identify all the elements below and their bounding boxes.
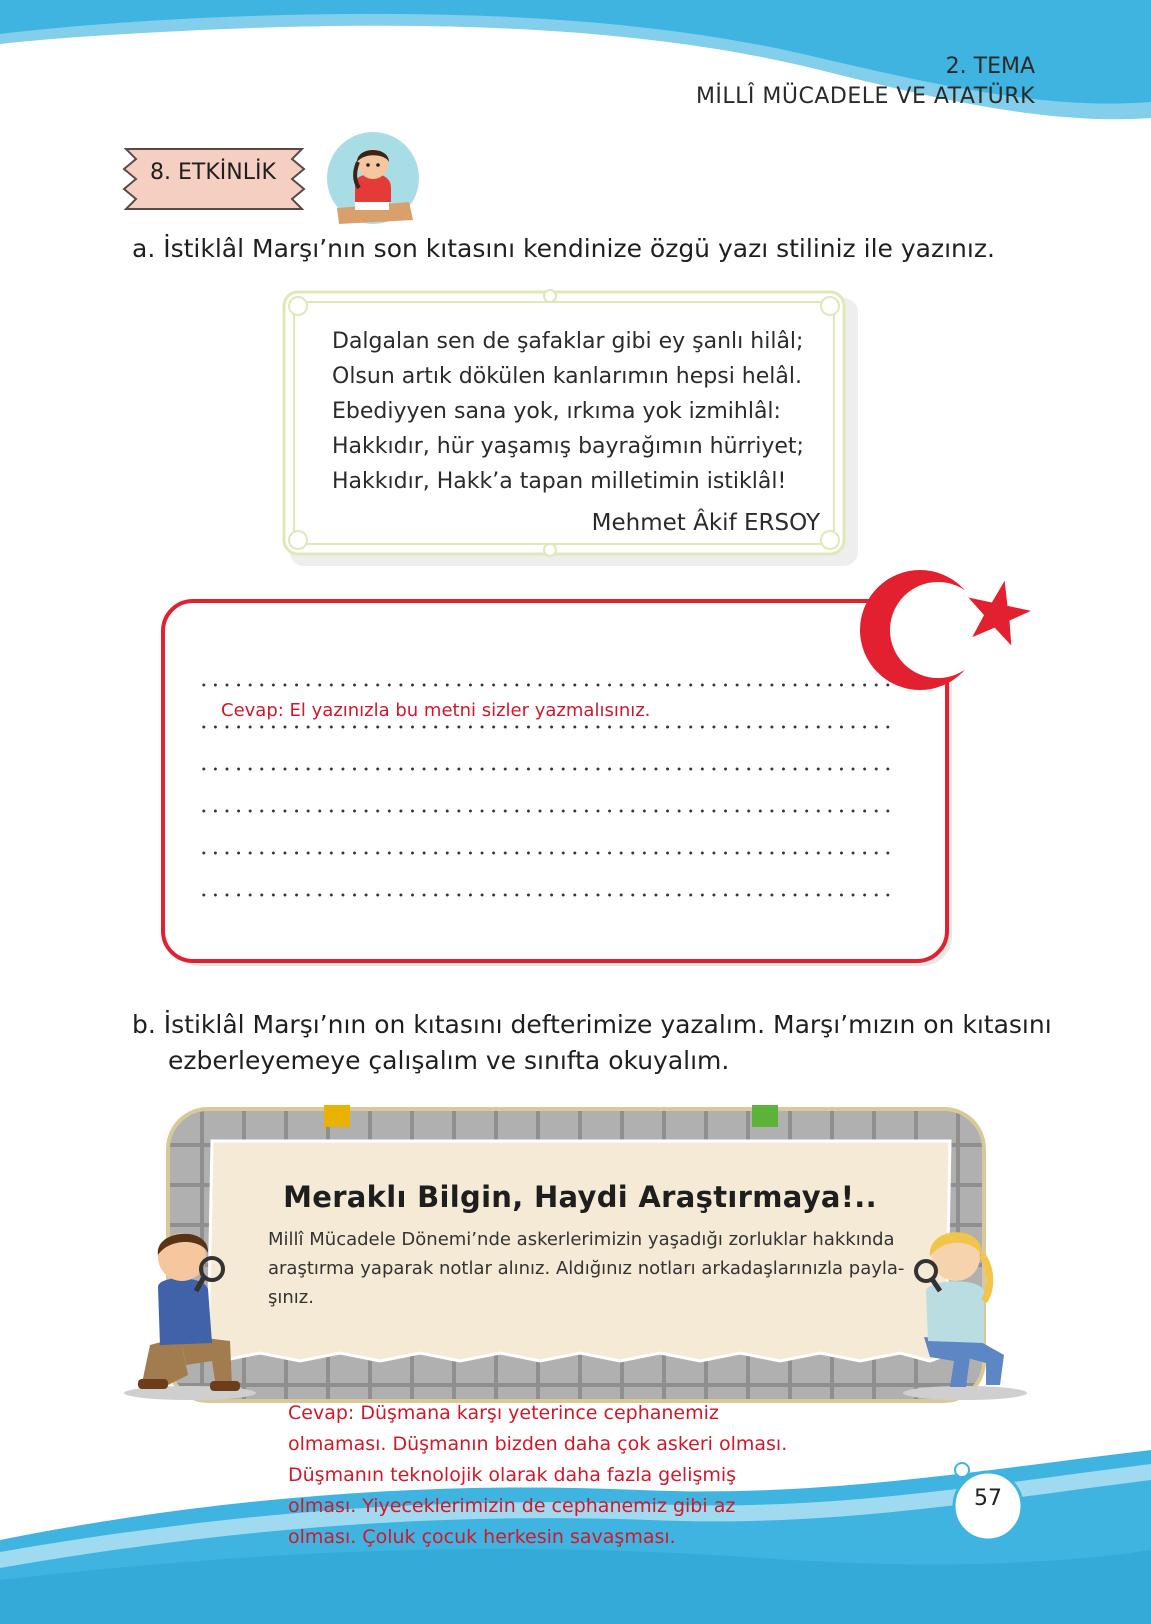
- answer-b-line: olması. Yiyeceklerimizin de cephanemiz gibi az: [288, 1495, 736, 1517]
- page-number: 57: [974, 1486, 1002, 1511]
- paper-clip-icon: [752, 1105, 778, 1127]
- student-writing-avatar: [325, 130, 421, 226]
- writing-line: [198, 683, 898, 687]
- poet-name: Mehmet Âkif ERSOY: [591, 510, 820, 536]
- poem-line: Dalgalan sen de şafaklar gibi ey şanlı hilâl;: [332, 329, 804, 354]
- tema-number: 2. TEMA: [945, 54, 1035, 79]
- writing-line: [198, 851, 898, 855]
- tema-title: MİLLÎ MÜCADELE VE ATATÜRK: [695, 84, 1035, 109]
- girl-with-magnifier: [900, 1205, 1030, 1400]
- answer-b-text: [288, 1398, 828, 1553]
- poem-line: Olsun artık dökülen kanlarımın hepsi helâl.: [332, 364, 802, 389]
- writing-line: [198, 725, 898, 729]
- instruction-a: a. İstiklâl Marşı’nın son kıtasını kendinize özgü yazı stiliniz ile yazınız.: [132, 234, 995, 263]
- anthem-stanza: [332, 324, 832, 499]
- answer-b-line: olmaması. Düşmanın bizden daha çok askeri olması.: [288, 1433, 788, 1455]
- poem-line: Hakkıdır, hür yaşamış bayrağımın hürriyet;: [332, 434, 804, 459]
- magnifier-icon: [916, 1261, 936, 1281]
- boy-with-magnifier: [120, 1205, 260, 1400]
- poem-line: Ebediyyen sana yok, ırkıma yok izmihlâl:: [332, 399, 781, 424]
- poem-line: Hakkıdır, Hakk’a tapan milletimin istiklâl!: [332, 469, 787, 494]
- magnifier-icon: [201, 1258, 223, 1280]
- writing-line: [198, 809, 898, 813]
- activity-label: 8. ETKİNLİK: [150, 160, 276, 185]
- research-body: Millî Mücadele Dönemi’nde askerlerimizin yaşadığı zorluklar hakkında araştırma yaparak notlar alınız. Aldığınız notları arkadaşlarınızla payla-şınız.: [268, 1229, 905, 1308]
- research-title: Meraklı Bilgin, Haydi Araştırmaya!..: [283, 1180, 877, 1214]
- writing-line: [198, 893, 898, 897]
- answer-a-text: Cevap: El yazınızla bu metni sizler yazmalısınız.: [221, 700, 651, 721]
- writing-box: [160, 598, 956, 970]
- answer-b-line: Düşmanın teknolojik olarak daha fazla gelişmiş: [288, 1464, 737, 1486]
- paper-clip-icon: [324, 1105, 350, 1127]
- answer-b-line: Cevap: Düşmana karşı yeterince cephanemiz: [288, 1402, 719, 1424]
- crescent-star-flag-icon: [860, 560, 1040, 700]
- writing-line: [198, 767, 898, 771]
- answer-b-line: olması. Çoluk çocuk herkesin savaşması.: [288, 1526, 676, 1548]
- instruction-b-line1: b. İstiklâl Marşı’nın on kıtasını defterimize yazalım. Marşı’mızın on kıtasını: [132, 1010, 1052, 1039]
- instruction-b-line2: ezberleyemeye çalışalım ve sınıfta okuyalım.: [168, 1046, 730, 1075]
